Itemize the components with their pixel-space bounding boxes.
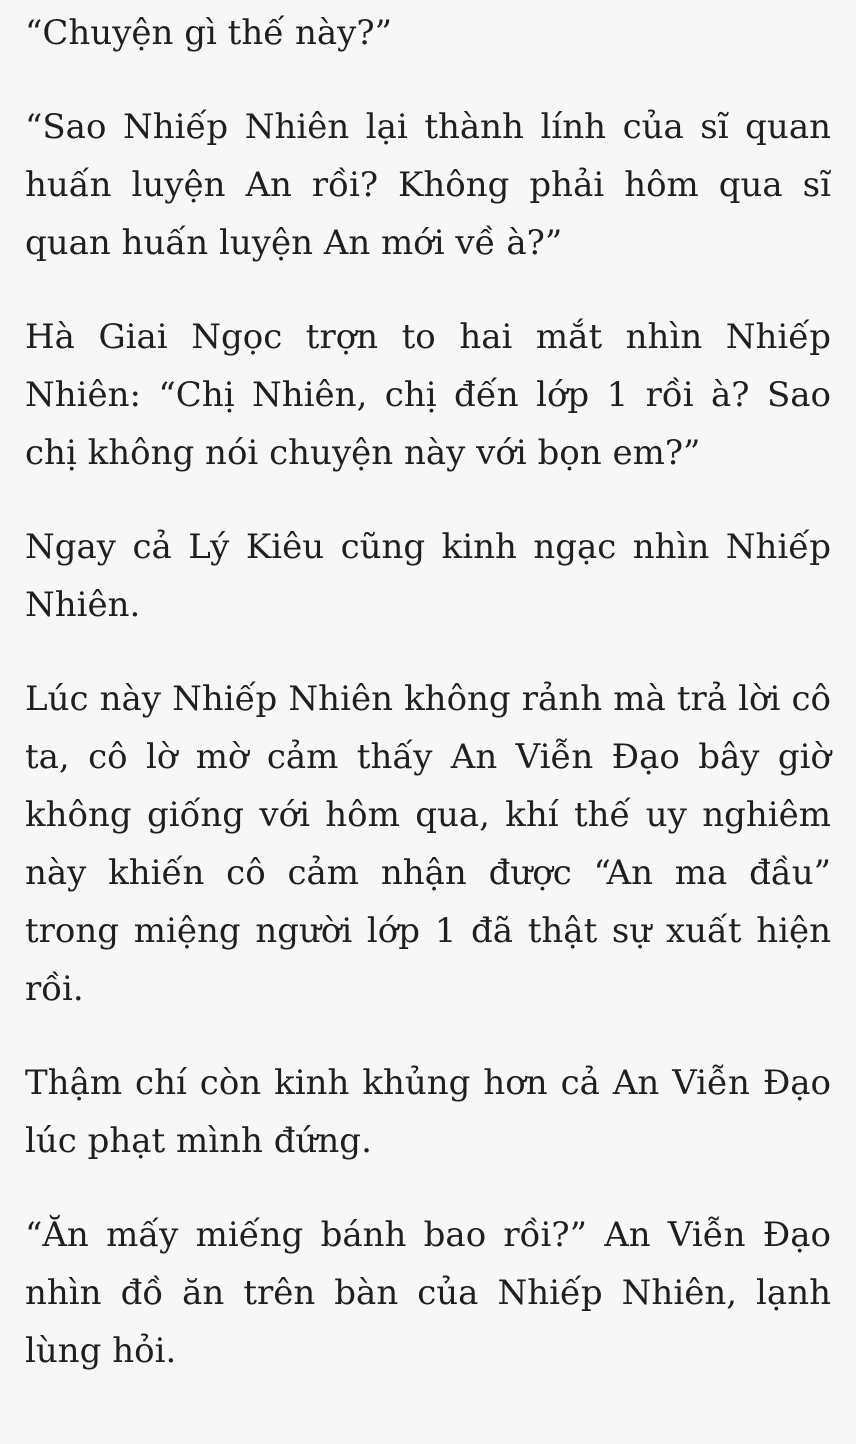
paragraph-4: Ngay cả Lý Kiêu cũng kinh ngạc nhìn Nhiếp Nhiên. (25, 527, 831, 625)
paragraph-6: Thậm chí còn kinh khủng hơn cả An Viễn Đạo lúc phạt mình đứng. (25, 1063, 831, 1161)
paragraph-2: “Sao Nhiếp Nhiên lại thành lính của sĩ quan huấn luyện An rồi? Không phải hôm qua sĩ quan huấn luyện An mới về à?” (25, 107, 831, 263)
paragraph-5: Lúc này Nhiếp Nhiên không rảnh mà trả lời cô ta, cô lờ mờ cảm thấy An Viễn Đạo bây giờ không giống với hôm qua, khí thế uy nghiêm này khiến cô cảm nhận được “An ma đầu” trong miệng người lớp 1 đã thật sự xuất hiện rồi. (25, 679, 831, 1009)
paragraph-3: Hà Giai Ngọc trợn to hai mắt nhìn Nhiếp Nhiên: “Chị Nhiên, chị đến lớp 1 rồi à? Sao chị không nói chuyện này với bọn em?” (25, 317, 831, 473)
paragraph-1: “Chuyện gì thế này?” (25, 13, 392, 53)
paragraph-7: “Ăn mấy miếng bánh bao rồi?” An Viễn Đạo nhìn đồ ăn trên bàn của Nhiếp Nhiên, lạnh lùng hỏi. (25, 1215, 831, 1371)
